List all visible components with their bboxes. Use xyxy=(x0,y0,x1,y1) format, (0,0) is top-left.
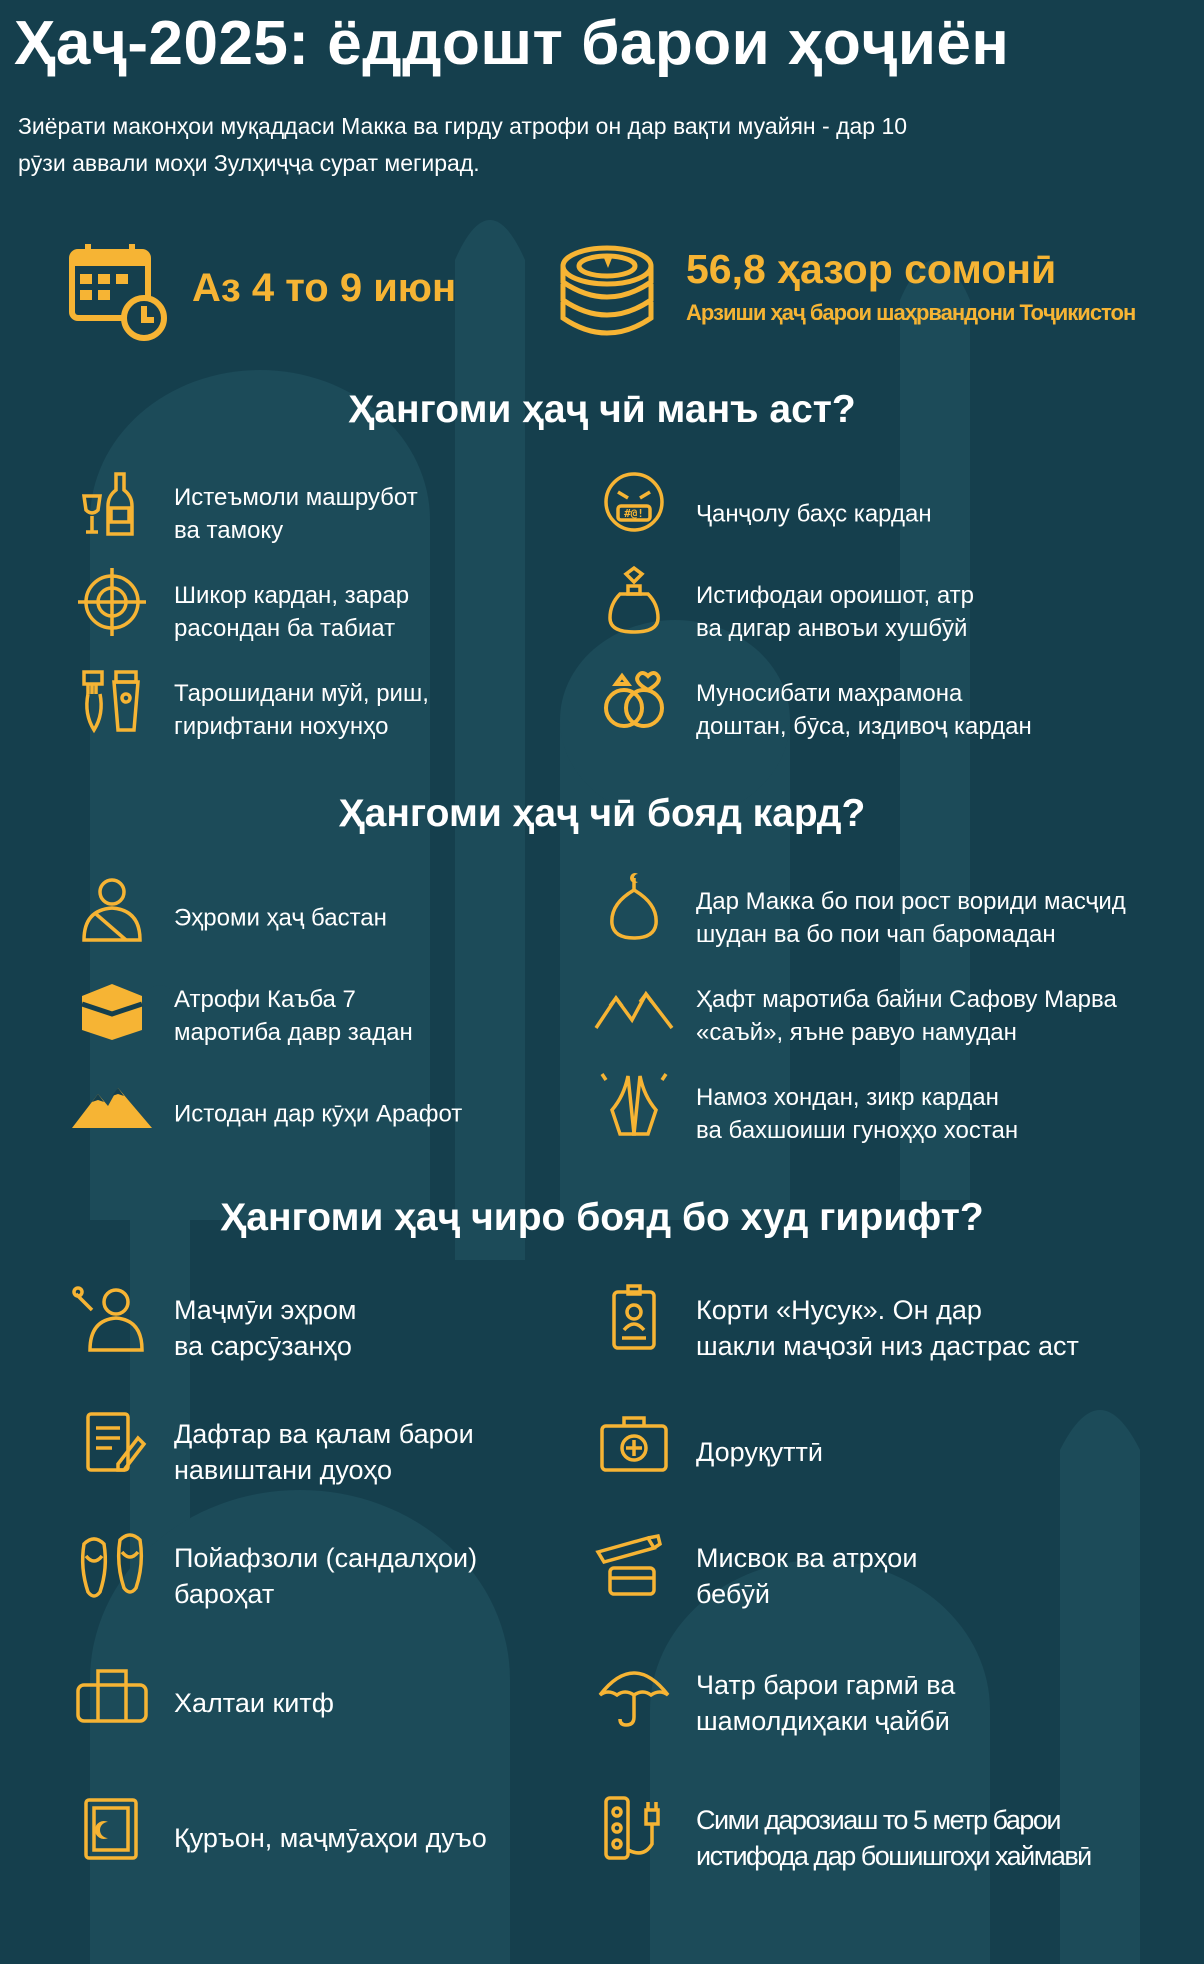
item-label: Чатр барои гармӣ ва шамолдиҳаки ҷайбӣ xyxy=(696,1670,956,1736)
list-item xyxy=(588,662,1188,758)
list-item xyxy=(588,1655,1188,1751)
list-item xyxy=(588,1528,1188,1624)
mosque-dome-icon xyxy=(588,870,684,966)
item-label: Пойафзоли (сандалҳои) бароҳат xyxy=(174,1543,478,1609)
pilgrim-icon xyxy=(66,870,162,966)
wine-bottle-icon xyxy=(66,466,162,562)
list-item xyxy=(588,870,1204,966)
item-label: Муносибати маҳрамона доштан, бӯса, издивоҷ кардан xyxy=(696,680,1032,740)
id-card-icon xyxy=(588,1280,684,1376)
item-label: Мисвок ва атрҳои бебӯй xyxy=(696,1543,918,1609)
section-forbidden-title: Ҳангоми ҳаҷ чӣ манъ аст? xyxy=(348,388,856,431)
item-label: Истеъмоли машрубот ва тамоку xyxy=(174,484,418,544)
item-label: Эҳроми ҳаҷ бастан xyxy=(174,904,387,932)
list-item xyxy=(588,968,1204,1064)
list-item xyxy=(66,1528,546,1624)
notebook-pen-icon xyxy=(66,1404,162,1500)
item-label: Атрофи Каъба 7 маротиба давр задан xyxy=(174,986,413,1046)
item-label: Корти «Нусук». Он дар шакли маҷозӣ низ дастрас аст xyxy=(696,1295,1079,1361)
list-item xyxy=(588,564,1188,660)
sandals-icon xyxy=(66,1528,162,1624)
umbrella-icon xyxy=(588,1655,684,1751)
list-item xyxy=(66,564,546,660)
list-item xyxy=(588,1404,1188,1500)
item-label: Шикор кардан, зарар расондан ба табиат xyxy=(174,582,410,642)
item-label: Халтаи китф xyxy=(174,1688,334,1718)
list-item xyxy=(588,466,1188,562)
item-label: Доруқуттӣ xyxy=(696,1437,823,1467)
page-title: Ҳаҷ-2025: ёддошт барои ҳоҷиён xyxy=(14,9,1010,78)
crosshair-icon xyxy=(66,564,162,660)
list-item xyxy=(588,1280,1188,1376)
list-item xyxy=(66,662,546,758)
item-label: Истифодаи ороишот, атр ва дигар анвоъи хушбӯй xyxy=(696,582,974,642)
cost-stat xyxy=(554,240,1194,350)
praying-hands-icon xyxy=(588,1066,684,1162)
kaaba-icon xyxy=(66,968,162,1064)
perfume-icon xyxy=(588,564,684,660)
cost-value: 56,8 ҳазор сомонӣ xyxy=(686,246,1057,292)
item-label: Ҳафт маротиба байни Сафову Марва «саъй», яъне равуо намудан xyxy=(696,986,1117,1046)
item-label: Маҷмӯи эҳром ва сарсӯзанҳо xyxy=(174,1295,357,1361)
list-item xyxy=(66,968,546,1064)
duffel-bag-icon xyxy=(66,1655,162,1751)
list-item xyxy=(588,1790,1188,1886)
list-item xyxy=(66,466,546,562)
hills-icon xyxy=(588,968,684,1064)
svg-text:#@!: #@! xyxy=(624,507,644,520)
dates-stat xyxy=(66,240,506,350)
item-label: Истодан дар кӯҳи Арафот xyxy=(174,1100,463,1128)
angry-face-icon xyxy=(588,466,684,562)
dates-text: Аз 4 то 9 июн xyxy=(192,266,457,310)
item-label: Намоз хондан, зикр кардан ва бахшоиши гуноҳҳо хостан xyxy=(696,1084,1019,1144)
item-label: Қуръон, маҷмӯаҳои дуъо xyxy=(174,1823,487,1853)
comb-trimmer-icon xyxy=(66,662,162,758)
rings-heart-icon xyxy=(588,662,684,758)
quran-book-icon xyxy=(66,1790,162,1886)
list-item xyxy=(66,1790,546,1886)
ihram-pins-icon xyxy=(66,1280,162,1376)
extension-cord-icon xyxy=(588,1790,684,1886)
list-item xyxy=(66,1280,546,1376)
list-item xyxy=(66,1066,546,1162)
item-label: Дар Макка бо пои рост вориди масҷид шудан ва бо пои чап баромадан xyxy=(696,888,1126,948)
mountain-icon xyxy=(66,1066,162,1162)
calendar-clock-icon xyxy=(66,240,172,344)
item-label: Тарошидани мӯй, риш, гирифтани нохунҳо xyxy=(174,680,429,740)
list-item xyxy=(588,1066,1204,1162)
toiletries-icon xyxy=(588,1528,684,1624)
list-item xyxy=(66,870,546,966)
first-aid-kit-icon xyxy=(588,1404,684,1500)
list-item xyxy=(66,1404,546,1500)
coins-stack-icon xyxy=(554,240,660,344)
item-label: Ҷанҷолу баҳс кардан xyxy=(696,500,932,528)
intro-text: Зиёрати маконҳои муқаддаси Макка ва гирду атрофи он дар вақти муайян - дар 10 рӯзи аввали моҳи Зулҳиҷҷа сурат мегирад. xyxy=(18,113,908,176)
list-item xyxy=(66,1655,546,1751)
cost-caption: Арзиши ҳаҷ барои шаҳрвандони Тоҷикистон xyxy=(686,300,1136,325)
item-label: Сими дарозиаш то 5 метр барои истифода дар бошишгоҳи хаймавӣ xyxy=(696,1805,1091,1871)
item-label: Дафтар ва қалам барои навиштани дуоҳо xyxy=(174,1419,474,1485)
section-must-do-title: Ҳангоми ҳаҷ чӣ бояд кард? xyxy=(338,792,866,835)
section-packing-title: Ҳангоми ҳаҷ чиро бояд бо худ гирифт? xyxy=(220,1196,984,1239)
